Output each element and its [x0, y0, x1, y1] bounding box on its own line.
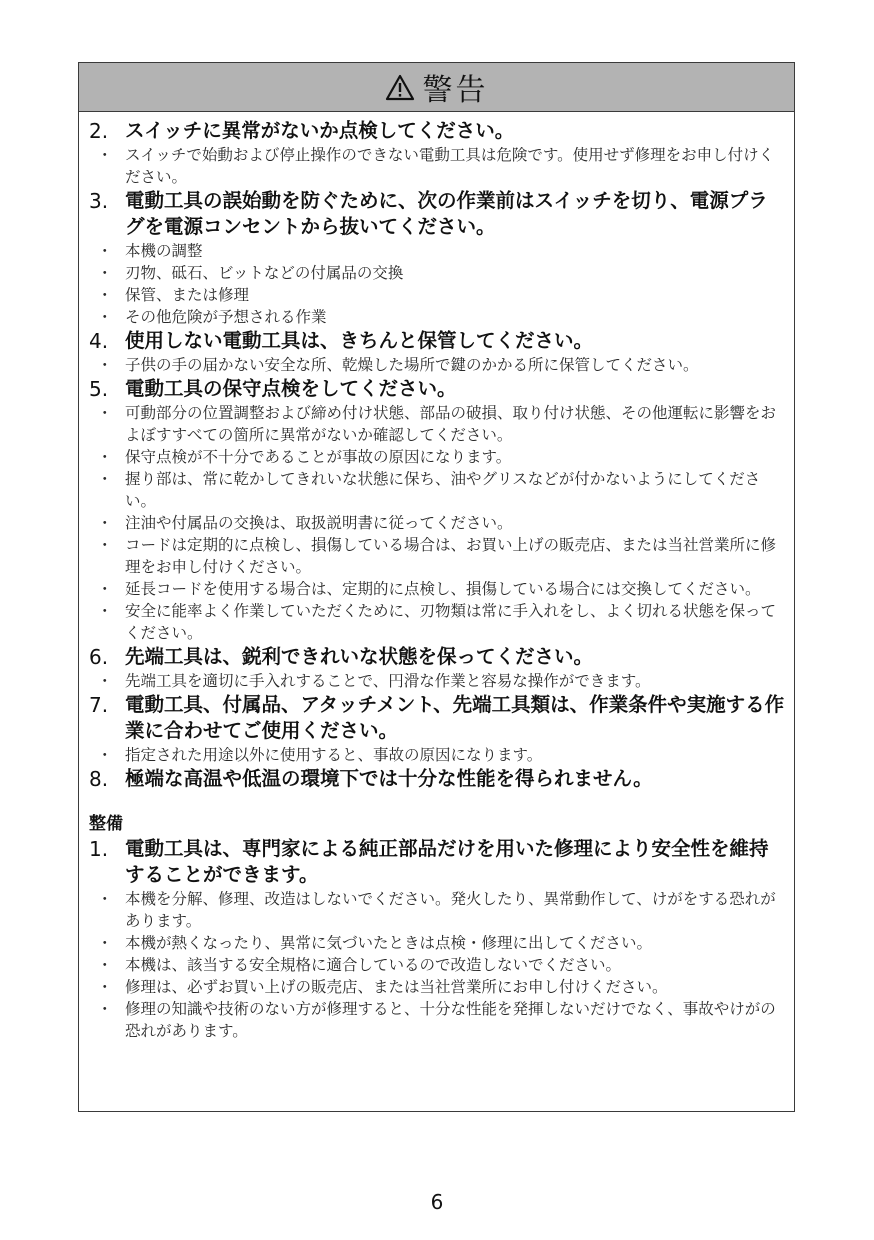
bullet-item [89, 446, 786, 468]
bullet-item [89, 998, 786, 1042]
heading-text: 電動工具、付属品、アタッチメント、先端工具類は、作業条件や実施する作業に合わせてご使用ください。 [125, 693, 785, 742]
bullet-text: コードは定期的に点検し、損傷している場合は、お買い上げの販売店、または当社営業所に修理をお申し付けください。 [125, 536, 777, 576]
bullet-marker: ・ [97, 956, 113, 974]
bullet-text: その他危険が予想される作業 [125, 308, 327, 326]
warning-content [89, 118, 786, 1042]
heading-text: 使用しない電動工具は、きちんと保管してください。 [125, 329, 594, 352]
bullet-item [89, 402, 786, 446]
bullet-text: 可動部分の位置調整および締め付け状態、部品の破損、取り付け状態、その他運転に影響をおよぼすすべての箇所に異常がないか確認してください。 [125, 404, 777, 444]
bullet-text: スイッチで始動および停止操作のできない電動工具は危険です。使用せず修理をお申し付けください。 [125, 146, 775, 186]
maintenance-list [89, 836, 786, 1042]
bullet-text: 延長コードを使用する場合は、定期的に点検し、損傷している場合には交換してください。 [125, 580, 761, 598]
heading-text: 電動工具の保守点検をしてください。 [125, 377, 457, 400]
bullet-item [89, 144, 786, 188]
numbered-heading [89, 836, 786, 888]
heading-number: 1. [89, 837, 109, 861]
bullet-text: 握り部は、常に乾かしてきれいな状態に保ち、油やグリスなどが付かないようにしてください。 [125, 470, 761, 510]
bullet-marker: ・ [97, 286, 113, 304]
bullet-text: 先端工具を適切に手入れすることで、円滑な作業と容易な操作ができます。 [125, 672, 651, 690]
warning-header [79, 63, 794, 112]
bullet-item [89, 512, 786, 534]
heading-number: 5. [89, 377, 109, 401]
bullet-marker: ・ [97, 242, 113, 260]
heading-number: 3. [89, 189, 109, 213]
bullet-text: 刃物、砥石、ビットなどの付属品の交換 [125, 264, 404, 282]
bullet-item [89, 744, 786, 766]
bullet-marker: ・ [97, 470, 113, 488]
bullet-text: 本機は、該当する安全規格に適合しているので改造しないでください。 [125, 956, 622, 974]
warning-box [78, 62, 795, 1112]
bullet-item [89, 670, 786, 692]
bullet-text: 注油や付属品の交換は、取扱説明書に従ってください。 [125, 514, 513, 532]
numbered-heading [89, 376, 786, 402]
bullet-item [89, 976, 786, 998]
bullet-item [89, 354, 786, 376]
numbered-heading [89, 644, 786, 670]
bullet-marker: ・ [97, 1000, 113, 1018]
bullet-item [89, 468, 786, 512]
bullet-marker: ・ [97, 536, 113, 554]
bullet-marker: ・ [97, 146, 113, 164]
heading-text: 電動工具は、専門家による純正部品だけを用いた修理により安全性を維持することができます。 [125, 837, 769, 886]
heading-number: 2. [89, 119, 109, 143]
warning-triangle-icon [385, 74, 415, 101]
bullet-text: 修理は、必ずお買い上げの販売店、または当社営業所にお申し付けください。 [125, 978, 668, 996]
bullet-text: 本機が熱くなったり、異常に気づいたときは点検・修理に出してください。 [125, 934, 653, 952]
numbered-heading [89, 692, 786, 744]
bullet-marker: ・ [97, 264, 113, 282]
bullet-text: 指定された用途以外に使用すると、事故の原因になります。 [125, 746, 543, 764]
bullet-marker: ・ [97, 514, 113, 532]
heading-number: 8. [89, 767, 109, 791]
heading-number: 7. [89, 693, 109, 717]
bullet-text: 本機を分解、修理、改造はしないでください。発火したり、異常動作して、けがをする恐れがあります。 [125, 890, 776, 930]
bullet-marker: ・ [97, 978, 113, 996]
bullet-text: 本機の調整 [125, 242, 203, 260]
bullet-item [89, 578, 786, 600]
bullet-item [89, 262, 786, 284]
heading-text: スイッチに異常がないか点検してください。 [125, 119, 515, 142]
section-title-maintenance: 整備 [89, 814, 123, 834]
bullet-item [89, 954, 786, 976]
bullet-marker: ・ [97, 356, 113, 374]
bullet-marker: ・ [97, 672, 113, 690]
numbered-heading [89, 188, 786, 240]
bullet-marker: ・ [97, 580, 113, 598]
bullet-item [89, 534, 786, 578]
heading-text: 電動工具の誤始動を防ぐために、次の作業前はスイッチを切り、電源プラグを電源コンセントから抜いてください。 [125, 189, 768, 238]
bullet-text: 子供の手の届かない安全な所、乾燥した場所で鍵のかかる所に保管してください。 [125, 356, 699, 374]
bullet-item [89, 888, 786, 932]
heading-number: 4. [89, 329, 109, 353]
bullet-marker: ・ [97, 308, 113, 326]
page-number: 6 [430, 1190, 444, 1214]
numbered-heading [89, 118, 786, 144]
bullet-item [89, 240, 786, 262]
bullet-marker: ・ [97, 602, 113, 620]
bullet-item [89, 284, 786, 306]
bullet-marker: ・ [97, 890, 113, 908]
numbered-heading [89, 766, 786, 792]
bullet-marker: ・ [97, 404, 113, 422]
bullet-text: 保管、または修理 [125, 286, 250, 304]
bullet-text: 安全に能率よく作業していただくために、刃物類は常に手入れをし、よく切れる状態を保ってください。 [125, 602, 777, 642]
bullet-text: 修理の知識や技術のない方が修理すると、十分な性能を発揮しないだけでなく、事故やけがの恐れがあります。 [125, 1000, 776, 1040]
bullet-text: 保守点検が不十分であることが事故の原因になります。 [125, 448, 512, 466]
heading-text: 先端工具は、鋭利できれいな状態を保ってください。 [125, 645, 594, 668]
bullet-marker: ・ [97, 934, 113, 952]
warning-title: 警告 [422, 73, 489, 108]
heading-number: 6. [89, 645, 109, 669]
bullet-marker: ・ [97, 746, 113, 764]
heading-text: 極端な高温や低温の環境下では十分な性能を得られません。 [125, 767, 653, 790]
bullet-item [89, 306, 786, 328]
bullet-marker: ・ [97, 448, 113, 466]
bullet-item [89, 600, 786, 644]
numbered-heading [89, 328, 786, 354]
bullet-item [89, 932, 786, 954]
precaution-list [89, 118, 786, 792]
